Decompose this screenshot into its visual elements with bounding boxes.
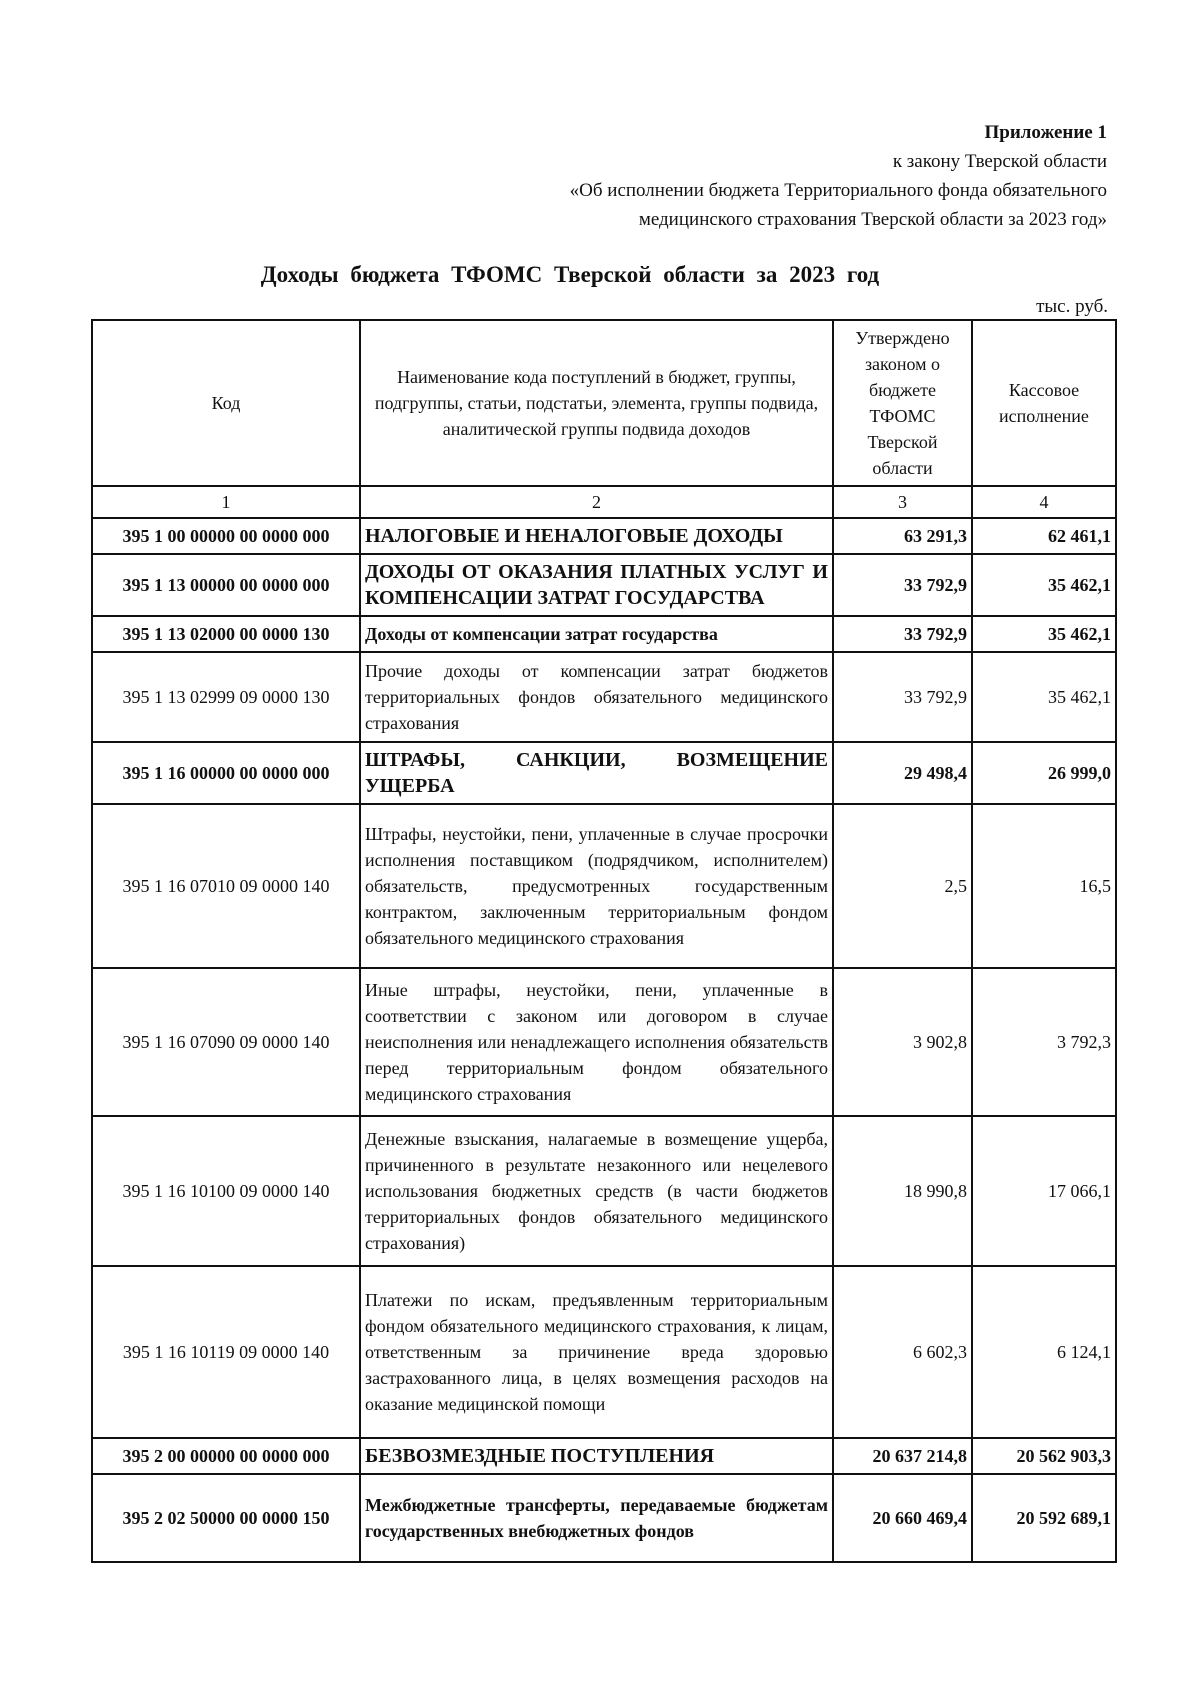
row-actual: 20 592 689,1 [972,1474,1116,1562]
row-approved: 6 602,3 [833,1266,972,1438]
column-number: 3 [833,486,972,518]
row-actual: 35 462,1 [972,554,1116,616]
row-code: 395 1 13 02999 09 0000 130 [92,652,360,742]
row-name: Доходы от компенсации затрат государства [360,616,833,652]
column-number: 4 [972,486,1116,518]
row-name: Прочие доходы от компенсации затрат бюджетов территориальных фондов обязательного медицинского страхования [360,652,833,742]
row-code: 395 1 16 07010 09 0000 140 [92,804,360,968]
row-actual: 20 562 903,3 [972,1438,1116,1474]
row-code: 395 1 00 00000 00 0000 000 [92,518,360,554]
row-name: Платежи по искам, предъявленным территориальным фондом обязательного медицинского страхования, к лицам, ответственным за причинение вреда здоровью застрахованного лица, в целях возмещения расходов на оказание медицинской помощи [360,1266,833,1438]
row-name: Иные штрафы, неустойки, пени, уплаченные в соответствии с законом или договором в случае неисполнения или ненадлежащего исполнения обязательств перед территориальным фондом обязательного медицинского страхования [360,968,833,1116]
table-row [92,742,1116,804]
appendix-line-1: к закону Тверской области [892,151,1107,172]
row-code: 395 1 13 02000 00 0000 130 [92,616,360,652]
row-approved: 20 637 214,8 [833,1438,972,1474]
row-name: ШТРАФЫ, САНКЦИИ, ВОЗМЕЩЕНИЕ УЩЕРБА [360,742,833,804]
header-code: Код [92,320,360,486]
row-actual: 6 124,1 [972,1266,1116,1438]
row-approved: 20 660 469,4 [833,1474,972,1562]
table-row [92,1474,1116,1562]
row-actual: 16,5 [972,804,1116,968]
row-actual: 35 462,1 [972,616,1116,652]
row-actual: 17 066,1 [972,1116,1116,1266]
row-approved: 63 291,3 [833,518,972,554]
appendix-line-2: «Об исполнении бюджета Территориального фонда обязательного [569,180,1107,201]
table-row [92,1266,1116,1438]
row-approved: 33 792,9 [833,652,972,742]
row-name: Штрафы, неустойки, пени, уплаченные в случае просрочки исполнения поставщиком (подрядчиком, исполнителем) обязательств, предусмотренных государственным контрактом, заключенным территориальным фондом обязательного медицинского страхования [360,804,833,968]
row-code: 395 2 00 00000 00 0000 000 [92,1438,360,1474]
row-name: Денежные взыскания, налагаемые в возмещение ущерба, причиненного в результате незаконного или нецелевого использования бюджетных средств (в части бюджетов территориальных фондов обязательного медицинского страхования) [360,1116,833,1266]
appendix-line-3: медицинского страхования Тверской области за 2023 год» [638,209,1107,230]
row-name: НАЛОГОВЫЕ И НЕНАЛОГОВЫЕ ДОХОДЫ [360,518,833,554]
row-code: 395 1 16 00000 00 0000 000 [92,742,360,804]
income-table [91,319,1117,1563]
row-approved: 2,5 [833,804,972,968]
table-row [92,1116,1116,1266]
units-label: тыс. руб. [1036,296,1108,317]
column-number: 2 [360,486,833,518]
row-code: 395 1 16 10119 09 0000 140 [92,1266,360,1438]
appendix-header [467,118,1107,234]
table-row [92,616,1116,652]
row-code: 395 2 02 50000 00 0000 150 [92,1474,360,1562]
table-row [92,652,1116,742]
row-name: БЕЗВОЗМЕЗДНЫЕ ПОСТУПЛЕНИЯ [360,1438,833,1474]
row-actual: 3 792,3 [972,968,1116,1116]
row-name: ДОХОДЫ ОТ ОКАЗАНИЯ ПЛАТНЫХ УСЛУГ И КОМПЕНСАЦИИ ЗАТРАТ ГОСУДАРСТВА [360,554,833,616]
table-row [92,968,1116,1116]
table-row [92,518,1116,554]
table-row [92,804,1116,968]
row-approved: 18 990,8 [833,1116,972,1266]
column-number: 1 [92,486,360,518]
row-actual: 35 462,1 [972,652,1116,742]
row-approved: 33 792,9 [833,554,972,616]
document-title: Доходы бюджета ТФОМС Тверской области за 2023 год [260,262,880,287]
row-approved: 33 792,9 [833,616,972,652]
row-code: 395 1 13 00000 00 0000 000 [92,554,360,616]
header-name: Наименование кода поступлений в бюджет, группы, подгруппы, статьи, подстатьи, элемента, группы подвида, аналитической группы подвида доходов [360,320,833,486]
table-row [92,554,1116,616]
row-name: Межбюджетные трансферты, передаваемые бюджетам государственных внебюджетных фондов [360,1474,833,1562]
row-approved: 29 498,4 [833,742,972,804]
appendix-title: Приложение 1 [984,122,1107,143]
header-actual: Кассовое исполнение [972,320,1116,486]
row-code: 395 1 16 10100 09 0000 140 [92,1116,360,1266]
row-approved: 3 902,8 [833,968,972,1116]
row-code: 395 1 16 07090 09 0000 140 [92,968,360,1116]
table-row [92,1438,1116,1474]
header-approved: Утверждено законом о бюджете ТФОМС Тверской области [833,320,972,486]
row-actual: 62 461,1 [972,518,1116,554]
row-actual: 26 999,0 [972,742,1116,804]
